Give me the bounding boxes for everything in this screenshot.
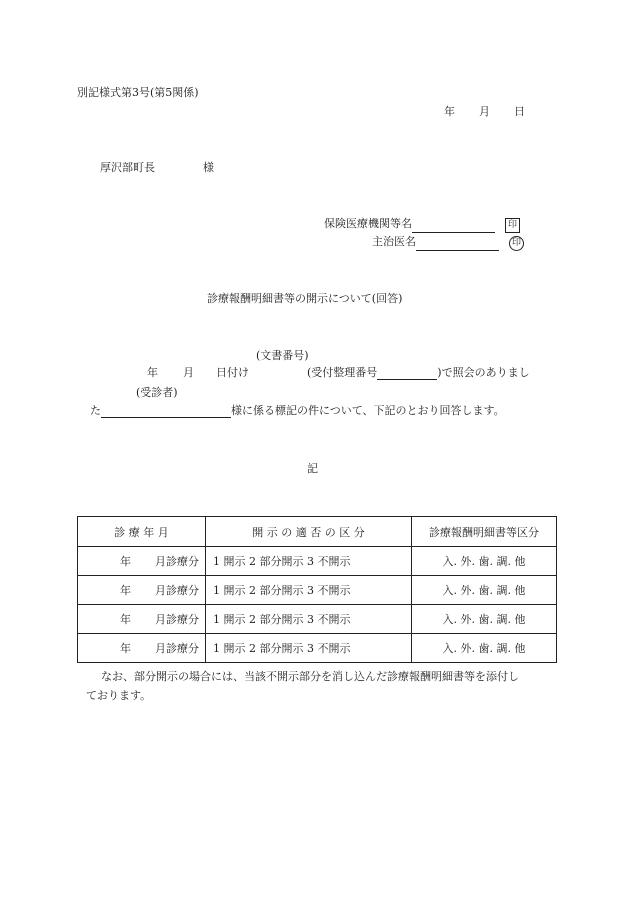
patient-label: (受診者) xyxy=(136,386,178,399)
date-line xyxy=(444,105,525,119)
table-row xyxy=(78,576,557,605)
form-number: 別記様式第3号(第5関係) xyxy=(77,86,199,99)
body-date-year: 年 xyxy=(147,366,158,379)
date-year: 年 xyxy=(444,105,455,118)
doctor-row xyxy=(372,235,524,251)
doc-number-label: (文書番号) xyxy=(256,349,309,362)
category-options-cell[interactable]: 入. 外. 歯. 調. 他 xyxy=(412,576,557,605)
body-line-2-end: 様に係る標記の件について、下記のとおり回答します。 xyxy=(231,404,505,417)
body-line-1 xyxy=(147,366,530,380)
disclosure-options-cell[interactable]: 1 開示 2 部分開示 3 不開示 xyxy=(206,634,412,663)
category-options-cell[interactable]: 入. 外. 歯. 調. 他 xyxy=(412,547,557,576)
doctor-blank[interactable] xyxy=(416,238,499,251)
body-date-month: 月 xyxy=(183,366,194,379)
institution-blank[interactable] xyxy=(412,220,495,233)
ki-heading: 記 xyxy=(307,462,318,475)
doctor-label: 主治医名 xyxy=(372,235,416,248)
table-row xyxy=(78,547,557,576)
seal-square-icon: 印 xyxy=(505,218,520,233)
note-line-2: ております。 xyxy=(86,689,152,702)
receipt-number-blank[interactable] xyxy=(377,367,437,380)
institution-row xyxy=(324,217,520,233)
header-treatment-month: 診 療 年 月 xyxy=(78,517,206,547)
patient-name-blank[interactable] xyxy=(101,405,231,418)
table-row xyxy=(78,605,557,634)
date-month: 月 xyxy=(479,105,490,118)
body-line-2-start: た xyxy=(90,404,101,417)
addressee xyxy=(100,161,214,175)
table-header-row xyxy=(78,517,557,547)
treatment-month-cell[interactable]: 年 月診療分 xyxy=(78,576,206,605)
treatment-month-cell[interactable]: 年 月診療分 xyxy=(78,634,206,663)
institution-label: 保険医療機関等名 xyxy=(324,217,412,230)
body-line-1-end: )で照会のありまし xyxy=(437,366,530,379)
page-title: 診療報酬明細書等の開示について(回答) xyxy=(207,292,403,305)
body-line-2 xyxy=(90,404,505,418)
body-date-day: 日付け xyxy=(216,366,249,379)
disclosure-options-cell[interactable]: 1 開示 2 部分開示 3 不開示 xyxy=(206,576,412,605)
category-options-cell[interactable]: 入. 外. 歯. 調. 他 xyxy=(412,634,557,663)
disclosure-options-cell[interactable]: 1 開示 2 部分開示 3 不開示 xyxy=(206,547,412,576)
disclosure-table xyxy=(77,516,557,663)
date-day: 日 xyxy=(514,105,525,118)
seal-round-icon: 印 xyxy=(509,236,524,251)
treatment-month-cell[interactable]: 年 月診療分 xyxy=(78,605,206,634)
note-line-1: なお、部分開示の場合には、当該不開示部分を消し込んだ診療報酬明細書等を添付し xyxy=(101,670,519,683)
addressee-name: 厚沢部町長 xyxy=(100,161,155,174)
treatment-month-cell[interactable]: 年 月診療分 xyxy=(78,547,206,576)
disclosure-options-cell[interactable]: 1 開示 2 部分開示 3 不開示 xyxy=(206,605,412,634)
header-statement-category: 診療報酬明細書等区分 xyxy=(412,517,557,547)
table-row xyxy=(78,634,557,663)
receipt-number-label: (受付整理番号 xyxy=(307,366,378,379)
header-disclosure-decision: 開 示 の 適 否 の 区 分 xyxy=(206,517,412,547)
addressee-honorific: 様 xyxy=(203,161,214,174)
category-options-cell[interactable]: 入. 外. 歯. 調. 他 xyxy=(412,605,557,634)
